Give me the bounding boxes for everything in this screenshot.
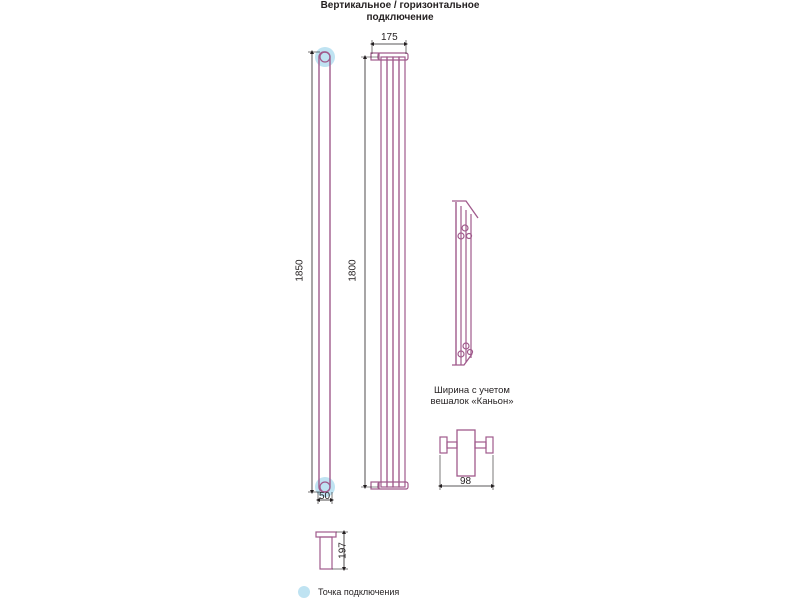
front-view xyxy=(308,47,335,504)
title-line-2: подключение xyxy=(366,12,434,23)
hanger-detail xyxy=(452,201,478,365)
legend-connection-swatch xyxy=(298,586,310,598)
side-tube-3 xyxy=(393,57,399,487)
side-tube-2 xyxy=(387,57,393,487)
dim-label-175: 175 xyxy=(381,32,398,43)
dim-label-1800: 1800 xyxy=(347,259,359,282)
dim-label-50: 50 xyxy=(319,491,331,502)
hanger-knob-1 xyxy=(462,225,468,231)
dim-label-197: 197 xyxy=(337,542,349,559)
note-line-1: Ширина с учетом xyxy=(434,385,510,396)
hanger-left-knob xyxy=(440,437,447,453)
depth-mount-plate xyxy=(316,532,336,537)
side-view xyxy=(361,40,408,489)
note-line-2: вешалок «Каньон» xyxy=(430,396,514,407)
legend-label: Точка подключения xyxy=(318,587,400,597)
hanger-left-stem xyxy=(447,442,457,448)
dim-label-1850: 1850 xyxy=(294,259,306,282)
hanger-top-body xyxy=(457,430,475,476)
hanger-right-stem xyxy=(475,442,486,448)
hanger-right-knob xyxy=(486,437,493,453)
side-tube-4 xyxy=(399,57,405,487)
legend xyxy=(298,586,399,598)
hanger-knob-6 xyxy=(468,350,473,355)
depth-pipe xyxy=(320,537,332,569)
hanger-width-note xyxy=(430,385,514,407)
front-radiator-tube xyxy=(319,52,330,492)
dim-label-98: 98 xyxy=(460,476,472,487)
connection-point-top xyxy=(315,47,335,67)
hanger-bottom-bracket xyxy=(452,354,472,365)
side-tube-1 xyxy=(381,57,387,487)
title-line-1: Вертикальное / горизонтальное xyxy=(320,0,480,11)
